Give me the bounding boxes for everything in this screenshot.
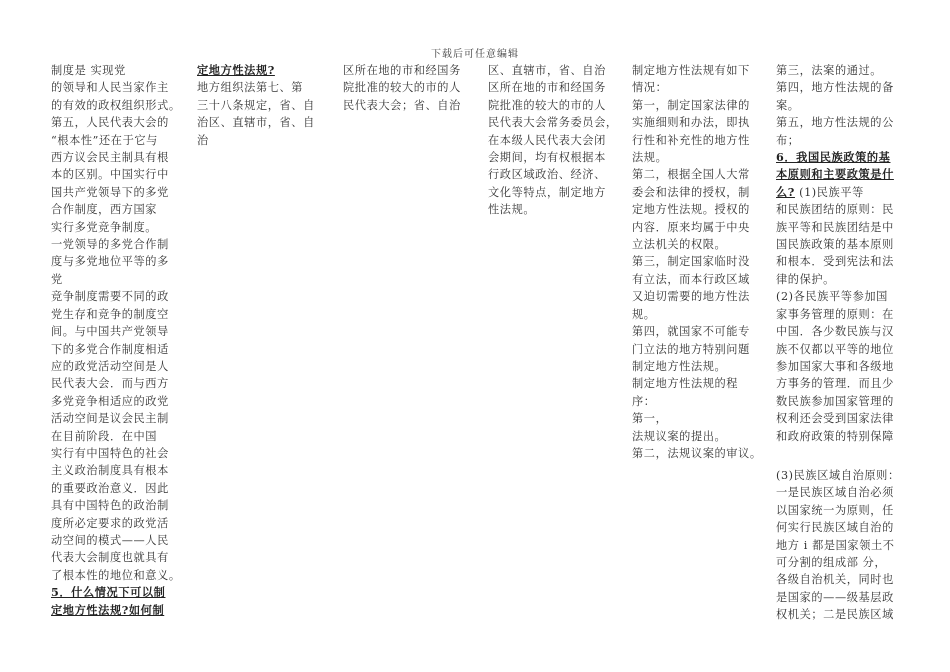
- line-text: “根本性”还在于它与: [51, 133, 158, 147]
- text-line: [51, 184, 181, 201]
- text-line: [51, 149, 181, 166]
- line-text: 治: [197, 133, 209, 147]
- line-text: 本原则和主要政策是什: [776, 167, 894, 182]
- text-line: [776, 537, 900, 554]
- text-line: [51, 480, 181, 497]
- line-text: 本的区别。中国实行中: [51, 168, 169, 182]
- text-column-5: [632, 62, 762, 462]
- text-line: [632, 323, 762, 340]
- line-text: 中国．各少数民族与汉: [776, 325, 894, 339]
- text-line: [632, 253, 762, 270]
- text-line: [51, 132, 181, 149]
- line-text: 第四，地方性法规的备: [776, 81, 894, 95]
- text-line: [776, 375, 900, 392]
- text-line: [343, 97, 461, 114]
- text-line: [776, 132, 900, 149]
- question-heading-line: [197, 62, 315, 79]
- question-heading-line: [776, 184, 900, 201]
- text-line: [632, 393, 762, 410]
- text-line: [197, 97, 315, 114]
- line-text: 内容．原来均属于中央: [632, 220, 750, 234]
- line-text: 实施细则和办法，即执: [632, 116, 750, 130]
- text-line: [632, 271, 762, 288]
- line-text: (2)各民族平等参加国: [776, 290, 888, 304]
- line-text: 多党竞争相适应的政党: [51, 394, 169, 408]
- text-line: [632, 149, 762, 166]
- line-text: 区所在地的市和经国务: [343, 64, 461, 77]
- question-heading-line: [776, 149, 900, 166]
- text-line: [488, 201, 618, 218]
- line-text: 和民族团结的原则：民: [776, 203, 894, 217]
- text-line: [776, 502, 900, 519]
- line-text: 应的政党活动空间是人: [51, 359, 169, 373]
- text-line: [776, 253, 900, 270]
- line-text: 西方议会民主制具有根: [51, 151, 169, 165]
- question-heading-line: [51, 584, 181, 601]
- text-line: [776, 393, 900, 410]
- text-line: [51, 410, 181, 427]
- line-text: 在本级人民代表大会闭: [488, 133, 606, 147]
- line-text: 5．什么情况下可以制: [51, 585, 166, 600]
- line-text: 区所在地的市和经国务: [488, 81, 606, 95]
- text-line: [51, 341, 181, 358]
- line-text: 制定地方性法规。: [632, 359, 727, 373]
- text-line: [632, 288, 762, 305]
- text-line: [51, 515, 181, 532]
- text-line: [51, 532, 181, 549]
- text-line: [776, 201, 900, 218]
- line-text: 主义政治制度具有根本: [51, 464, 169, 478]
- text-line: [197, 132, 315, 149]
- text-line: [776, 410, 900, 427]
- line-text: 第五，地方性法规的公: [776, 116, 894, 130]
- line-text: 第二，根据全国人大常: [632, 168, 750, 182]
- line-text: 第二，法规议案的审议。: [632, 446, 762, 460]
- text-line: [632, 375, 762, 392]
- line-text: 族平等和民族团结是中: [776, 220, 894, 234]
- text-line: [776, 341, 900, 358]
- text-line: [632, 236, 762, 253]
- line-text: 规。: [632, 307, 656, 321]
- question-heading-line: [776, 166, 900, 183]
- line-text: 是国家的——级基层政: [776, 590, 894, 604]
- text-column-2: [197, 62, 315, 149]
- line-text: 第五，人民代表大会的: [51, 116, 169, 130]
- text-line: [776, 271, 900, 288]
- text-line: [776, 606, 900, 623]
- line-text: 制定地方性法规的程: [632, 377, 739, 391]
- text-line: [776, 323, 900, 340]
- text-line: [776, 236, 900, 253]
- text-line: [51, 271, 181, 288]
- line-text: 实行有中国特色的社会: [51, 446, 169, 460]
- line-text: 院批准的较大的市的人: [488, 98, 606, 112]
- text-line: [488, 79, 618, 96]
- line-text: 国共产党领导下的多党: [51, 185, 169, 199]
- line-text: 的领导和人民当家作主: [51, 81, 169, 95]
- line-text: 性法规。: [488, 203, 536, 217]
- text-line: [632, 428, 762, 445]
- text-line: [632, 114, 762, 131]
- line-text: 下的多党合作制度相适: [51, 342, 169, 356]
- text-line: [343, 79, 461, 96]
- text-line: [51, 549, 181, 566]
- text-line: [632, 184, 762, 201]
- line-text: 第四，就国家不可能专: [632, 325, 750, 339]
- text-line: [632, 219, 762, 236]
- line-text: 又迫切需要的地方性法: [632, 290, 750, 304]
- line-text: 家事务管理的原则：在: [776, 307, 894, 321]
- line-text: 区、直辖市，省、自治: [488, 64, 606, 77]
- page-header: 下载后可任意编辑: [431, 49, 519, 60]
- text-line: [51, 114, 181, 131]
- line-text: 族不仅都以平等的地位: [776, 342, 894, 356]
- line-text: (3)民族区域自治原则：: [776, 468, 900, 482]
- line-text: 会期间，均有权根据本: [488, 151, 606, 165]
- line-text: 定地方性法规?: [197, 63, 275, 77]
- text-line: [488, 166, 618, 183]
- line-text: 民代表大会常务委员会，: [488, 116, 618, 130]
- line-text: 第三，制定国家临时没: [632, 255, 750, 269]
- line-text: 具有中国特色的政治制: [51, 499, 169, 513]
- text-line: [51, 201, 181, 218]
- line-text: 代表大会制度也就具有: [51, 551, 169, 565]
- line-text: 度与多党地位平等的多: [51, 255, 169, 269]
- line-text: 制度是 实现党: [51, 64, 126, 77]
- text-line: [632, 132, 762, 149]
- text-line: [632, 97, 762, 114]
- line-text: 门立法的地方特别问题: [632, 342, 750, 356]
- line-text: 行性和补充性的地方性: [632, 133, 750, 147]
- text-line: [632, 341, 762, 358]
- text-line: [776, 428, 900, 445]
- line-text: 活动空间是议会民主制: [51, 412, 169, 426]
- line-text: 法规。: [632, 151, 668, 165]
- text-line: [632, 79, 762, 96]
- text-line: [51, 288, 181, 305]
- line-text: 定地方性法规。授权的: [632, 203, 750, 217]
- line-text: 法规议案的提出。: [632, 429, 727, 443]
- line-text: 了根本性的地位和意义。: [51, 568, 181, 582]
- text-line: [632, 62, 762, 79]
- line-text: 党: [51, 272, 63, 286]
- text-line: [51, 62, 181, 79]
- text-line: [51, 462, 181, 479]
- paragraph-gap: [776, 445, 900, 467]
- line-text: 党生存和竞争的制度空: [51, 307, 169, 321]
- text-line: [776, 484, 900, 501]
- line-text: 以国家统一为原则，任: [776, 503, 894, 517]
- line-text: 参加国家大事和各级地: [776, 359, 894, 373]
- text-line: [488, 132, 618, 149]
- line-text: 实行多党竞争制度。: [51, 220, 158, 234]
- text-line: [51, 219, 181, 236]
- line-text: 序：: [632, 394, 656, 408]
- line-text: 三十八条规定，省、自: [197, 98, 315, 112]
- line-text: 案。: [776, 98, 800, 112]
- text-column-3: [343, 62, 461, 114]
- text-line: [51, 445, 181, 462]
- text-line: [51, 497, 181, 514]
- text-line: [51, 323, 181, 340]
- line-text: 地方组织法第七、第: [197, 81, 304, 95]
- text-line: [51, 79, 181, 96]
- text-line: [51, 567, 181, 584]
- text-line: [776, 554, 900, 571]
- line-text: 的有效的政权组织形式。: [51, 98, 181, 112]
- text-line: [632, 358, 762, 375]
- line-text: 权机关；二是民族区域: [776, 608, 894, 622]
- line-text: 第一，制定国家法律的: [632, 98, 750, 112]
- text-line: [776, 467, 900, 484]
- line-text: 一是民族区域自治必须: [776, 486, 894, 500]
- text-line: [197, 114, 315, 131]
- line-text: 治区、直辖市，省、自: [197, 116, 315, 130]
- text-line: [632, 201, 762, 218]
- text-line: [776, 306, 900, 323]
- text-line: [632, 410, 762, 427]
- line-text: 各级自治机关，同时也: [776, 573, 894, 587]
- line-text-tail: (1)民族平等: [794, 185, 864, 199]
- text-line: [51, 428, 181, 445]
- line-text: 一党领导的多党合作制: [51, 238, 169, 252]
- line-text: 国民族政策的基本原则: [776, 238, 894, 252]
- line-text: 间。与中国共产党领导: [51, 325, 169, 339]
- text-line: [51, 166, 181, 183]
- text-column-4: [488, 62, 618, 219]
- line-text: 在目前阶段．在中国: [51, 429, 158, 443]
- line-text: 何实行民族区域自治的: [776, 521, 894, 535]
- line-text: 的重要政治意义．因此: [51, 481, 169, 495]
- line-text: 可分割的组成部 分，: [776, 555, 887, 569]
- text-line: [51, 306, 181, 323]
- line-text: 院批准的较大的市的人: [343, 81, 461, 95]
- text-line: [51, 253, 181, 270]
- line-text: 数民族参加国家管理的: [776, 394, 894, 408]
- line-text: 文化等特点，制定地方: [488, 185, 606, 199]
- text-line: [776, 79, 900, 96]
- line-text: 立法机关的权限。: [632, 238, 727, 252]
- question-heading-line: [51, 602, 181, 619]
- text-line: [51, 97, 181, 114]
- text-line: [197, 79, 315, 96]
- text-line: [488, 184, 618, 201]
- text-column-1: [51, 62, 181, 619]
- line-text: 布；: [776, 133, 800, 147]
- text-line: [488, 114, 618, 131]
- line-text: 方事务的管理．而且少: [776, 377, 894, 391]
- line-text: 制定地方性法规有如下: [632, 64, 750, 77]
- text-line: [776, 358, 900, 375]
- line-text: 委会和法律的授权，制: [632, 185, 750, 199]
- text-line: [776, 62, 900, 79]
- line-text: 权利还会受到国家法律: [776, 412, 894, 426]
- text-line: [51, 236, 181, 253]
- text-line: [51, 358, 181, 375]
- text-line: [776, 571, 900, 588]
- line-text: 民代表大会．而与西方: [51, 377, 169, 391]
- line-text: 律的保护。: [776, 272, 835, 286]
- text-line: [776, 219, 900, 236]
- line-text: 么?: [776, 184, 795, 199]
- text-column-6: [776, 62, 900, 624]
- text-line: [632, 166, 762, 183]
- line-text: 第一，: [632, 412, 668, 426]
- line-text: 民代表大会；省、自治: [343, 98, 461, 112]
- text-line: [776, 114, 900, 131]
- line-text: 度所必定要求的政党活: [51, 516, 169, 530]
- line-text: 定地方性法规?如何制: [51, 602, 165, 617]
- text-line: [776, 519, 900, 536]
- text-line: [632, 445, 762, 462]
- line-text: 动空间的模式——人民: [51, 533, 169, 547]
- line-text: 和根本．受到宪法和法: [776, 255, 894, 269]
- text-line: [776, 288, 900, 305]
- line-text: 6．我国民族政策的基: [776, 150, 891, 165]
- text-line: [51, 375, 181, 392]
- text-line: [488, 62, 618, 79]
- line-text: 有立法，而本行政区域: [632, 272, 750, 286]
- text-line: [488, 97, 618, 114]
- line-text: 和政府政策的特别保障: [776, 429, 894, 443]
- line-text: 情况：: [632, 81, 668, 95]
- text-line: [776, 589, 900, 606]
- text-line: [776, 97, 900, 114]
- text-line: [488, 149, 618, 166]
- text-line: [343, 62, 461, 79]
- line-text: 竞争制度需要不同的政: [51, 290, 169, 304]
- line-text: 合作制度，西方国家: [51, 203, 158, 217]
- text-line: [51, 393, 181, 410]
- line-text: 第三，法案的通过。: [776, 64, 883, 77]
- line-text: 地方 i 都是国家领土不: [776, 538, 895, 552]
- text-line: [632, 306, 762, 323]
- line-text: 行政区域政治、经济、: [488, 168, 606, 182]
